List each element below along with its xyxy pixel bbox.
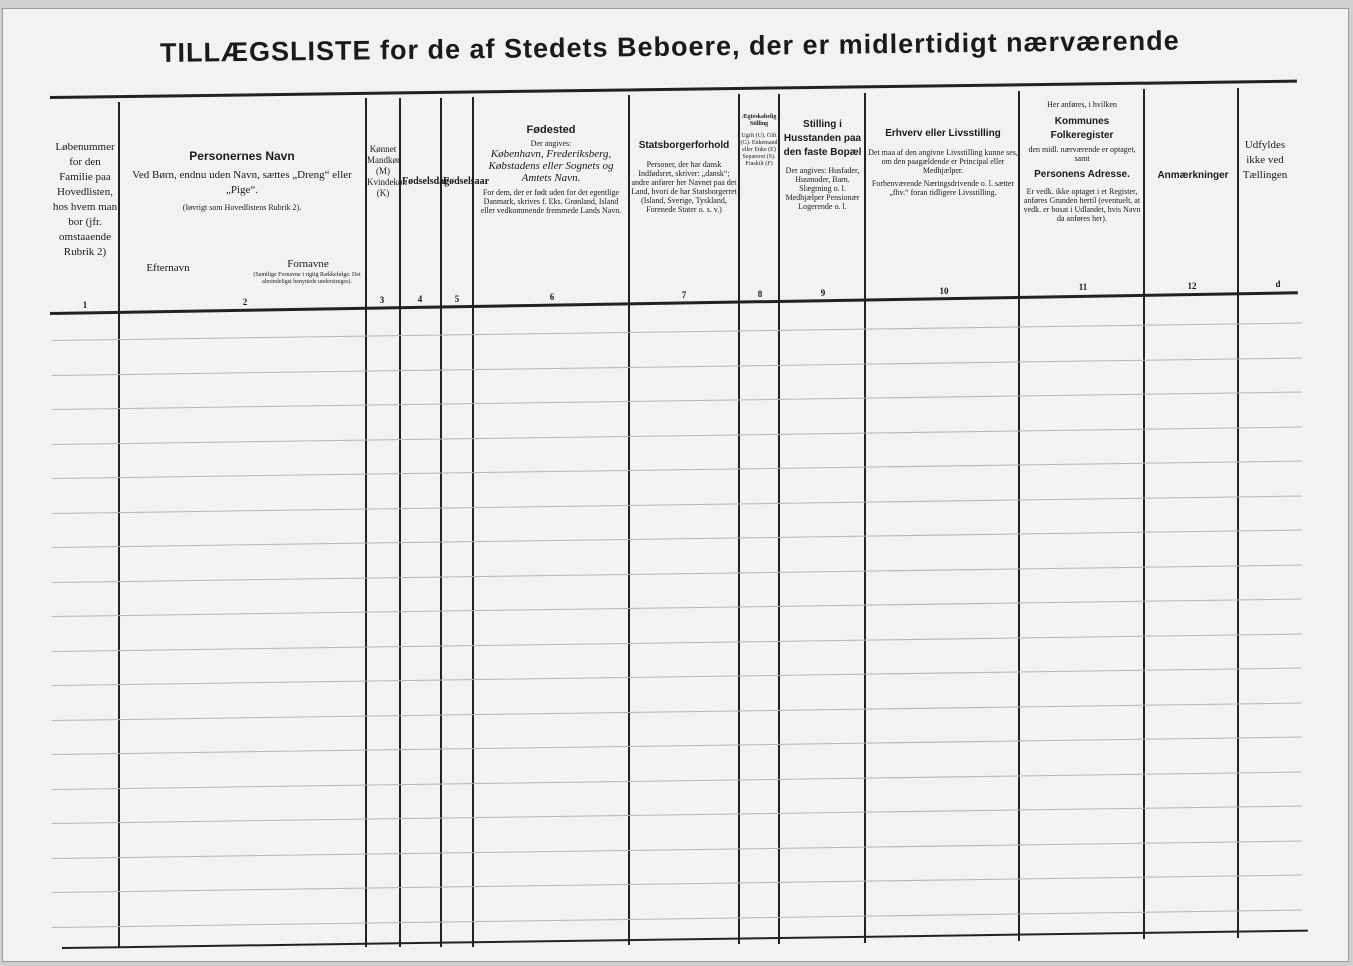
col-divider <box>778 94 780 944</box>
col-number: 4 <box>417 294 423 304</box>
col-number: 7 <box>681 290 687 300</box>
form-title: TILLÆGSLISTE for de af Stedets Beboere, der er midlertidigt nærværende <box>159 25 1180 68</box>
col-number: d <box>1275 279 1281 289</box>
col5-header: Fødselsaar <box>443 176 490 187</box>
col4-header: Fødselsdag <box>402 176 450 187</box>
col-divider <box>864 93 866 943</box>
col3-header: Kønnet Mandkøn (M) Kvindekøn (K) <box>367 144 407 198</box>
col-divider <box>118 102 120 947</box>
col7-header: Statsborgerforhold Personer, der har dansk Indfødsret, skriver: „dansk“; andre anfører her Navnet paa det Land, hvori de har Statsborgerret (Island, Sverige, Tyskland, Forenede Stater o. s. v.) <box>631 140 737 214</box>
col-number: 5 <box>454 294 460 304</box>
col-number: 10 <box>939 286 949 296</box>
col-number: 8 <box>757 289 763 299</box>
col-number: 12 <box>1187 281 1197 291</box>
col2-forenames-label: Fornavne <box>287 258 329 270</box>
col-d-header: Udfyldes ikke ved Tællingen <box>1242 139 1288 181</box>
col10-header: Erhverv eller Livsstilling Det maa af den angivne Livsstilling kunne ses, om den paagældende er Principal eller Medhjælper. Forhenværende Næringsdrivende o. l. sætter „fhv.“ foran tidligere Livsstilling. <box>868 128 1018 197</box>
col-number: 11 <box>1078 282 1088 292</box>
col2-surname-label: Efternavn <box>146 262 190 274</box>
col-divider <box>1143 89 1145 939</box>
col12-header: Anmærkninger <box>1157 170 1229 181</box>
col-divider <box>628 95 630 945</box>
col-divider <box>472 97 474 947</box>
col-divider <box>365 98 367 947</box>
col11-header: Her anføres, i hvilken Kommunes Folkeregister den midl. nærværende er optaget, samt Personens Adresse. Er vedk. ikke optaget i et Register, anføres Grunden hertil (eventuelt, at vedk. er bosat i Udlandet, hvis Navn da anføres her). <box>1023 100 1141 223</box>
col9-header: Stilling i Husstanden paa den faste Bopæl Der angives: Husfader, Husmoder, Barn. Slægtning o. l. Medhjælper Pensionær Logerende o. l. <box>783 119 862 211</box>
col2-header: Personernes Navn Ved Børn, endnu uden Navn, sættes „Dreng“ eller „Pige“. (Iøvrigt som Hovedlistens Rubrik 2). <box>132 149 352 212</box>
col8-header: Ægteskabelig Stilling Ugift (U). Gift (G). Enkemand eller Enke (E) Separeret (S). Fraskilt (F) <box>740 114 778 167</box>
col-number: 9 <box>820 288 826 298</box>
col-number: 2 <box>242 297 248 307</box>
col-number: 1 <box>82 300 88 310</box>
col-number: 6 <box>549 292 555 302</box>
col-divider <box>440 98 442 947</box>
col6-header: Fødested Der angives: København, Frederiksberg, Købstadens eller Sognets og Amtets Navn. For dem, der er født uden for det egentlige Danmark, skrives f. Eks. Grønland, Island eller vedkommende fremmede Lands Navn. <box>480 124 622 215</box>
col1-header: Løbenummer for den Familie paa Hovedlisten, hos hvem man bor (jfr. omstaaende Rubrik 2) <box>52 141 118 258</box>
col-number: 3 <box>379 295 385 305</box>
col2-forenames-note: (Samtlige Fornavne i rigtig Rækkefølge. Det almindeligst benyttede understreges). <box>253 272 361 285</box>
col-divider <box>399 98 401 947</box>
col-divider <box>738 94 740 944</box>
col-divider <box>1237 88 1239 938</box>
col-divider <box>1018 91 1020 941</box>
